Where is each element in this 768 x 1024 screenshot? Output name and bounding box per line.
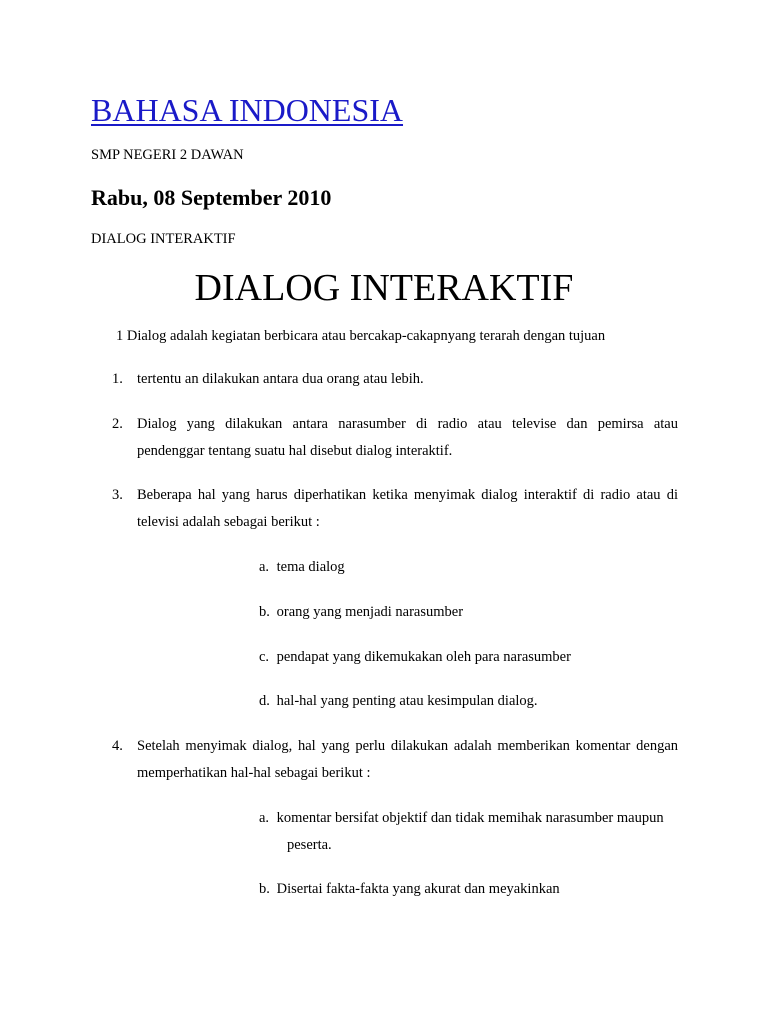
list-item-text-line: memperhatikan hal-hal sebagai berikut : bbox=[137, 765, 371, 781]
sub-list-text: Disertai fakta-fakta yang akurat dan meyakinkan bbox=[276, 881, 560, 897]
list-item bbox=[112, 733, 678, 787]
sub-list-item bbox=[259, 688, 679, 715]
sub-list-item bbox=[259, 876, 679, 903]
blog-title-link[interactable]: BAHASA INDONESIA bbox=[91, 92, 404, 128]
post-date: Rabu, 08 September 2010 bbox=[91, 185, 332, 210]
sub-list-text-continuation: peserta. bbox=[287, 837, 332, 853]
list-item bbox=[112, 482, 678, 536]
list-item-text-line: Beberapa hal yang harus diperhatikan ketika menyimak dialog interaktif di radio atau di bbox=[137, 487, 678, 503]
sub-list-item bbox=[259, 599, 679, 626]
sub-list-label: b. bbox=[259, 881, 270, 897]
sub-list-text: pendapat yang dikemukakan oleh para narasumber bbox=[276, 649, 571, 665]
sub-list-text: orang yang menjadi narasumber bbox=[276, 604, 464, 620]
list-item-text-line: Dialog yang dilakukan antara narasumber di radio atau televise dan pemirsa atau bbox=[137, 416, 678, 432]
post-title: DIALOG INTERAKTIF bbox=[91, 231, 236, 247]
intro-paragraph: 1 Dialog adalah kegiatan berbicara atau bercakap-cakapnyang terarah dengan tujuan bbox=[116, 328, 606, 344]
list-item bbox=[112, 366, 678, 393]
document-heading: DIALOG INTERAKTIF bbox=[194, 267, 574, 309]
list-item-number: 4. bbox=[112, 738, 123, 754]
list-item-number: 1. bbox=[112, 371, 123, 387]
blog-subtitle: SMP NEGERI 2 DAWAN bbox=[91, 147, 244, 163]
list-item-text-line: televisi adalah sebagai berikut : bbox=[137, 514, 320, 530]
list-item-number: 3. bbox=[112, 487, 123, 503]
sub-list-item bbox=[259, 554, 679, 581]
sub-list-label: a. bbox=[259, 559, 270, 575]
sub-list-label: b. bbox=[259, 604, 270, 620]
sub-list-label: d. bbox=[259, 693, 270, 709]
sub-list-text: hal-hal yang penting atau kesimpulan dialog. bbox=[276, 693, 538, 709]
sub-list-item bbox=[259, 644, 679, 671]
list-item-text-line: Setelah menyimak dialog, hal yang perlu dilakukan adalah memberikan komentar dengan bbox=[137, 738, 678, 754]
sub-list-text: tema dialog bbox=[276, 559, 345, 575]
sub-list-label: a. bbox=[259, 810, 270, 826]
sub-list-text: komentar bersifat objektif dan tidak memihak narasumber maupun bbox=[276, 810, 664, 826]
list-item-text: tertentu an dilakukan antara dua orang atau lebih. bbox=[137, 371, 424, 387]
list-item bbox=[112, 411, 678, 465]
sub-list-item bbox=[259, 805, 679, 859]
list-item-number: 2. bbox=[112, 416, 123, 432]
list-item-text-line: pendenggar tentang suatu hal disebut dialog interaktif. bbox=[137, 443, 453, 459]
sub-list-label: c. bbox=[259, 649, 270, 665]
